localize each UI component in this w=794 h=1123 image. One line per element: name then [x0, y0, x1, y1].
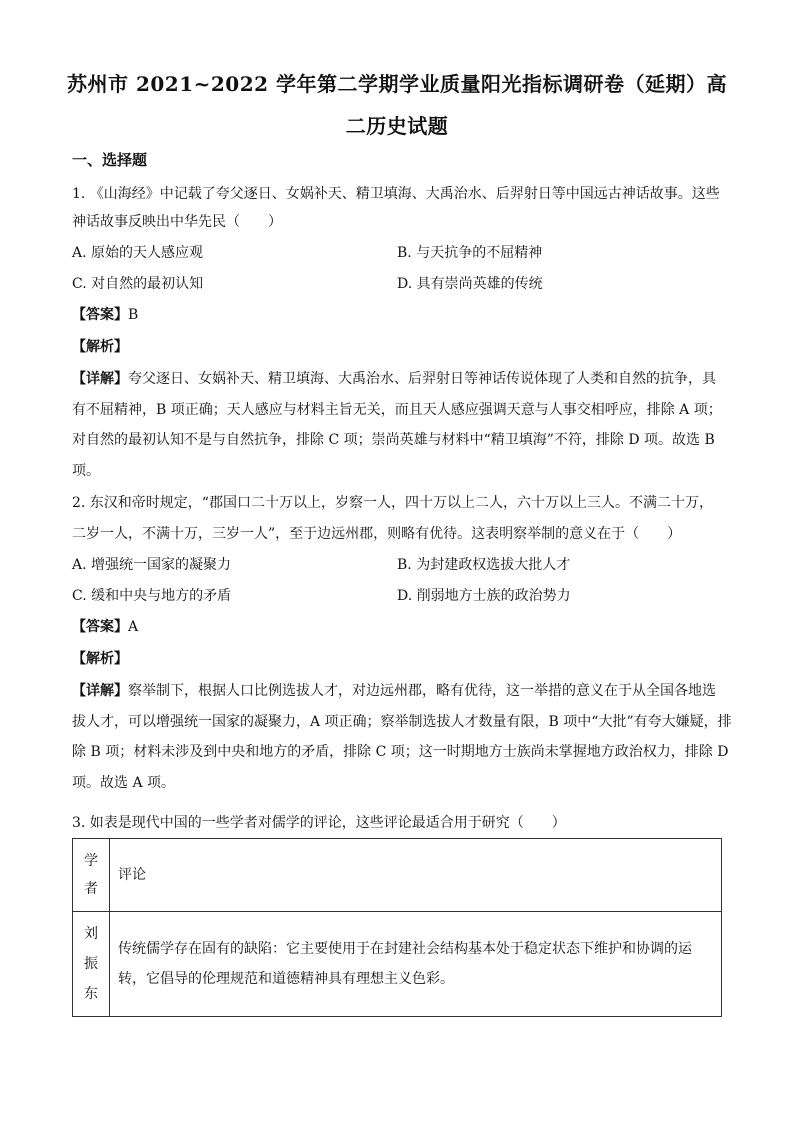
q2-option-c: C. 缓和中央与地方的矛盾	[72, 588, 232, 604]
header-comment-cell	[110, 839, 722, 912]
header-scholar: 学者	[84, 853, 98, 897]
answer-tag: 【答案】	[72, 307, 128, 323]
q1-option-a: A. 原始的天人感应观	[72, 245, 204, 261]
document-title-line2: 二历史试题	[345, 114, 449, 138]
q2-option-b: B. 为封建政权选拔大批人才	[397, 557, 571, 573]
q1-detail-line2: 有不屈精神，B 项正确；天人感应与材料主旨无关，而且天人感应强调天意与人事交相呼应，排除 A 项；	[72, 402, 722, 418]
header-comment: 评论	[118, 867, 146, 883]
q2-detail-line3: 除 B 项；材料未涉及到中央和地方的矛盾，排除 C 项；这一时期地方士族尚未掌握地方政治权力，排除 D	[72, 744, 729, 760]
scholar-comment-table	[72, 838, 722, 1017]
q2-answer	[72, 617, 722, 637]
detail-text: 夸父逐日、女娲补天、精卫填海、大禹治水、后羿射日等神话传说体现了人类和自然的抗争，具	[128, 371, 716, 387]
row1-comment-line2: 转，它倡导的伦理规范和道德精神具有理想主义色彩。	[118, 971, 454, 987]
q1-option-c: C. 对自然的最初认知	[72, 276, 204, 292]
q3-stem: 3. 如表是现代中国的一些学者对儒学的评论，这些评论最适合用于研究（ ）	[72, 815, 566, 831]
q1-option-b: B. 与天抗争的不屈精神	[397, 245, 543, 261]
table-row	[73, 912, 722, 1017]
q1-option-d: D. 具有崇尚英雄的传统	[397, 276, 543, 292]
q1-stem-line1: 1. 《山海经》中记载了夸父逐日、女娲补天、精卫填海、大禹治水、后羿射日等中国远古神话故事。这些	[72, 186, 720, 202]
q1-stem-line2: 神话故事反映出中华先民（ ）	[72, 214, 282, 230]
answer-value: A	[128, 619, 139, 635]
detail-tag: 【详解】	[72, 371, 128, 387]
q1-detail-line4: 项。	[72, 463, 100, 479]
q1-analysis-tag: 【解析】	[72, 339, 128, 355]
q2-option-d: D. 削弱地方士族的政治势力	[397, 588, 571, 604]
q2-detail-line2: 拔人才，可以增强统一国家的凝聚力，A 项正确；察举制选拔人才数量有限，B 项中“大批”有夸大嫌疑，排	[72, 714, 732, 730]
row1-comment-cell	[110, 912, 722, 1017]
table-header-row	[73, 839, 722, 912]
detail-tag: 【详解】	[72, 683, 128, 699]
header-scholar-cell	[73, 839, 110, 912]
row1-scholar-cell	[73, 912, 110, 1017]
q2-option-a: A. 增强统一国家的凝聚力	[72, 557, 232, 573]
q2-stem-line2: 二岁一人，不满十万，三岁一人”，至于边远州郡，则略有优待。这表明察举制的意义在于（ ）	[72, 526, 682, 542]
answer-value: B	[128, 307, 139, 323]
q2-detail-line4: 项。故选 A 项。	[72, 775, 176, 791]
row1-scholar: 刘振东	[84, 926, 98, 1002]
detail-text: 察举制下，根据人口比例选拔人才，对边远州郡，略有优待，这一举措的意义在于从全国各地选	[128, 683, 716, 699]
section-heading: 一、选择题	[72, 151, 148, 169]
q1-answer	[72, 305, 722, 325]
document-title-line1: 苏州市 2021~2022 学年第二学期学业质量阳光指标调研卷（延期）高	[66, 72, 727, 96]
q2-detail-line1	[72, 681, 722, 701]
answer-tag: 【答案】	[72, 619, 128, 635]
q1-detail-line1	[72, 369, 722, 389]
q2-stem-line1: 2. 东汉和帝时规定，“郡国口二十万以上，岁察一人，四十万以上二人，六十万以上三人。不满二十万，	[72, 495, 713, 511]
row1-comment-line1: 传统儒学存在固有的缺陷：它主要使用于在封建社会结构基本处于稳定状态下维护和协调的运	[118, 941, 692, 957]
q2-analysis-tag: 【解析】	[72, 651, 128, 667]
q1-detail-line3: 对自然的最初认知不是与自然抗争，排除 C 项；崇尚英雄与材料中“精卫填海”不符，排除 D 项。故选 B	[72, 432, 715, 448]
